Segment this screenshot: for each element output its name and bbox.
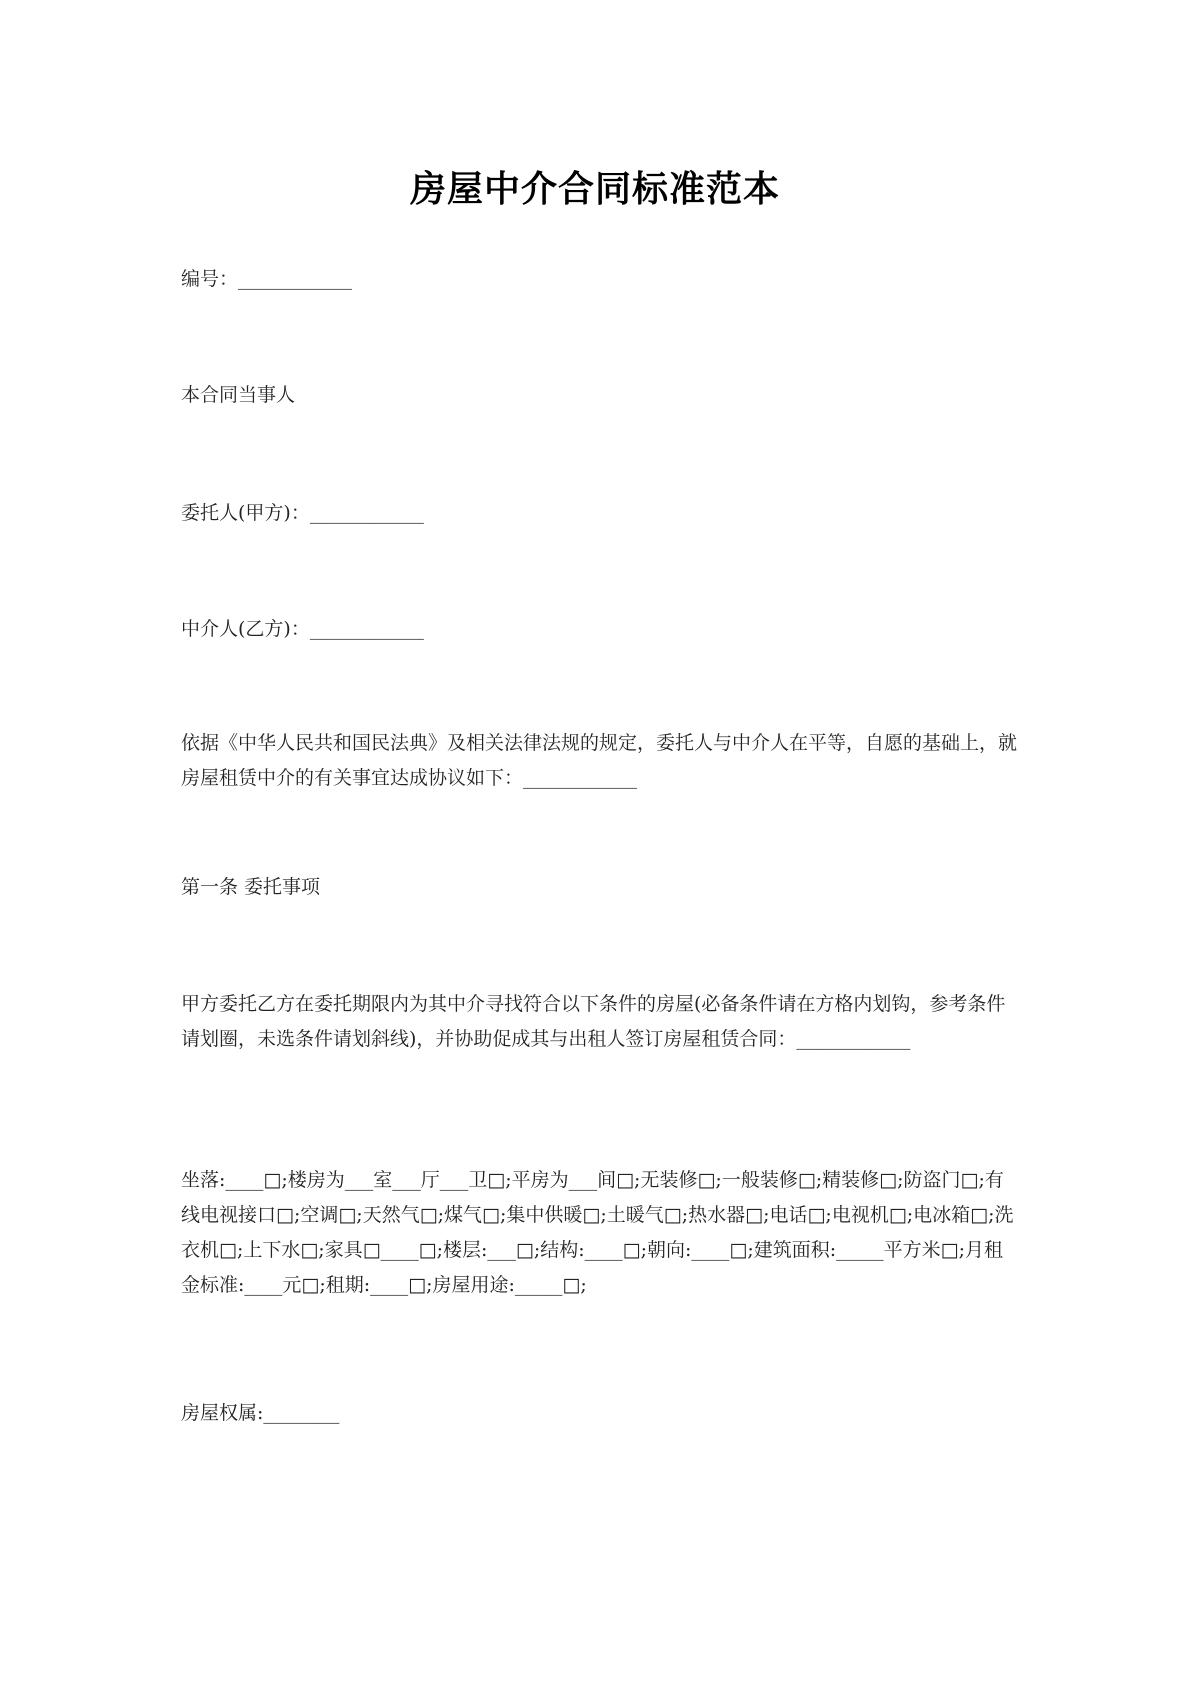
- principal-party-line: 委托人(甲方)：____________: [181, 502, 424, 524]
- contract-number-line: 编号：____________: [181, 268, 353, 290]
- housing-conditions-paragraph: 坐落:____□;楼房为___室___厅___卫□;平房为___间□;无装修□;一般装修□;精装修□;防盗门□;有线电视接口□;空调□;天然气□;煤气□;集中供暖□;土暖气□;热水器□;电话□;电视机□;电冰箱□;洗衣机□;上下水□;家具□____□;楼层:___□;结构:____□;朝向:____□;建筑面积:_____平方米□;月租金标准:____元□;租期:____□;房屋用途:_____□;: [181, 1169, 1014, 1296]
- intermediary-party-line: 中介人(乙方)：____________: [181, 618, 424, 640]
- article-1-heading: 第一条 委托事项: [181, 876, 321, 898]
- preamble-paragraph: 依据《中华人民共和国民法典》及相关法律法规的规定，委托人与中介人在平等，自愿的基础上，就房屋租赁中介的有关事宜达成协议如下：____________: [181, 732, 1018, 789]
- document-title: 房屋中介合同标准范本: [409, 169, 780, 210]
- article-1-body: 甲方委托乙方在委托期限内为其中介寻找符合以下条件的房屋(必备条件请在方格内划钩，参考条件请划圈，未选条件请划斜线)，并协助促成其与出租人签订房屋租赁合同：____________: [181, 993, 1006, 1050]
- ownership-line: 房屋权属:________: [181, 1402, 340, 1424]
- parties-heading: 本合同当事人: [181, 384, 296, 406]
